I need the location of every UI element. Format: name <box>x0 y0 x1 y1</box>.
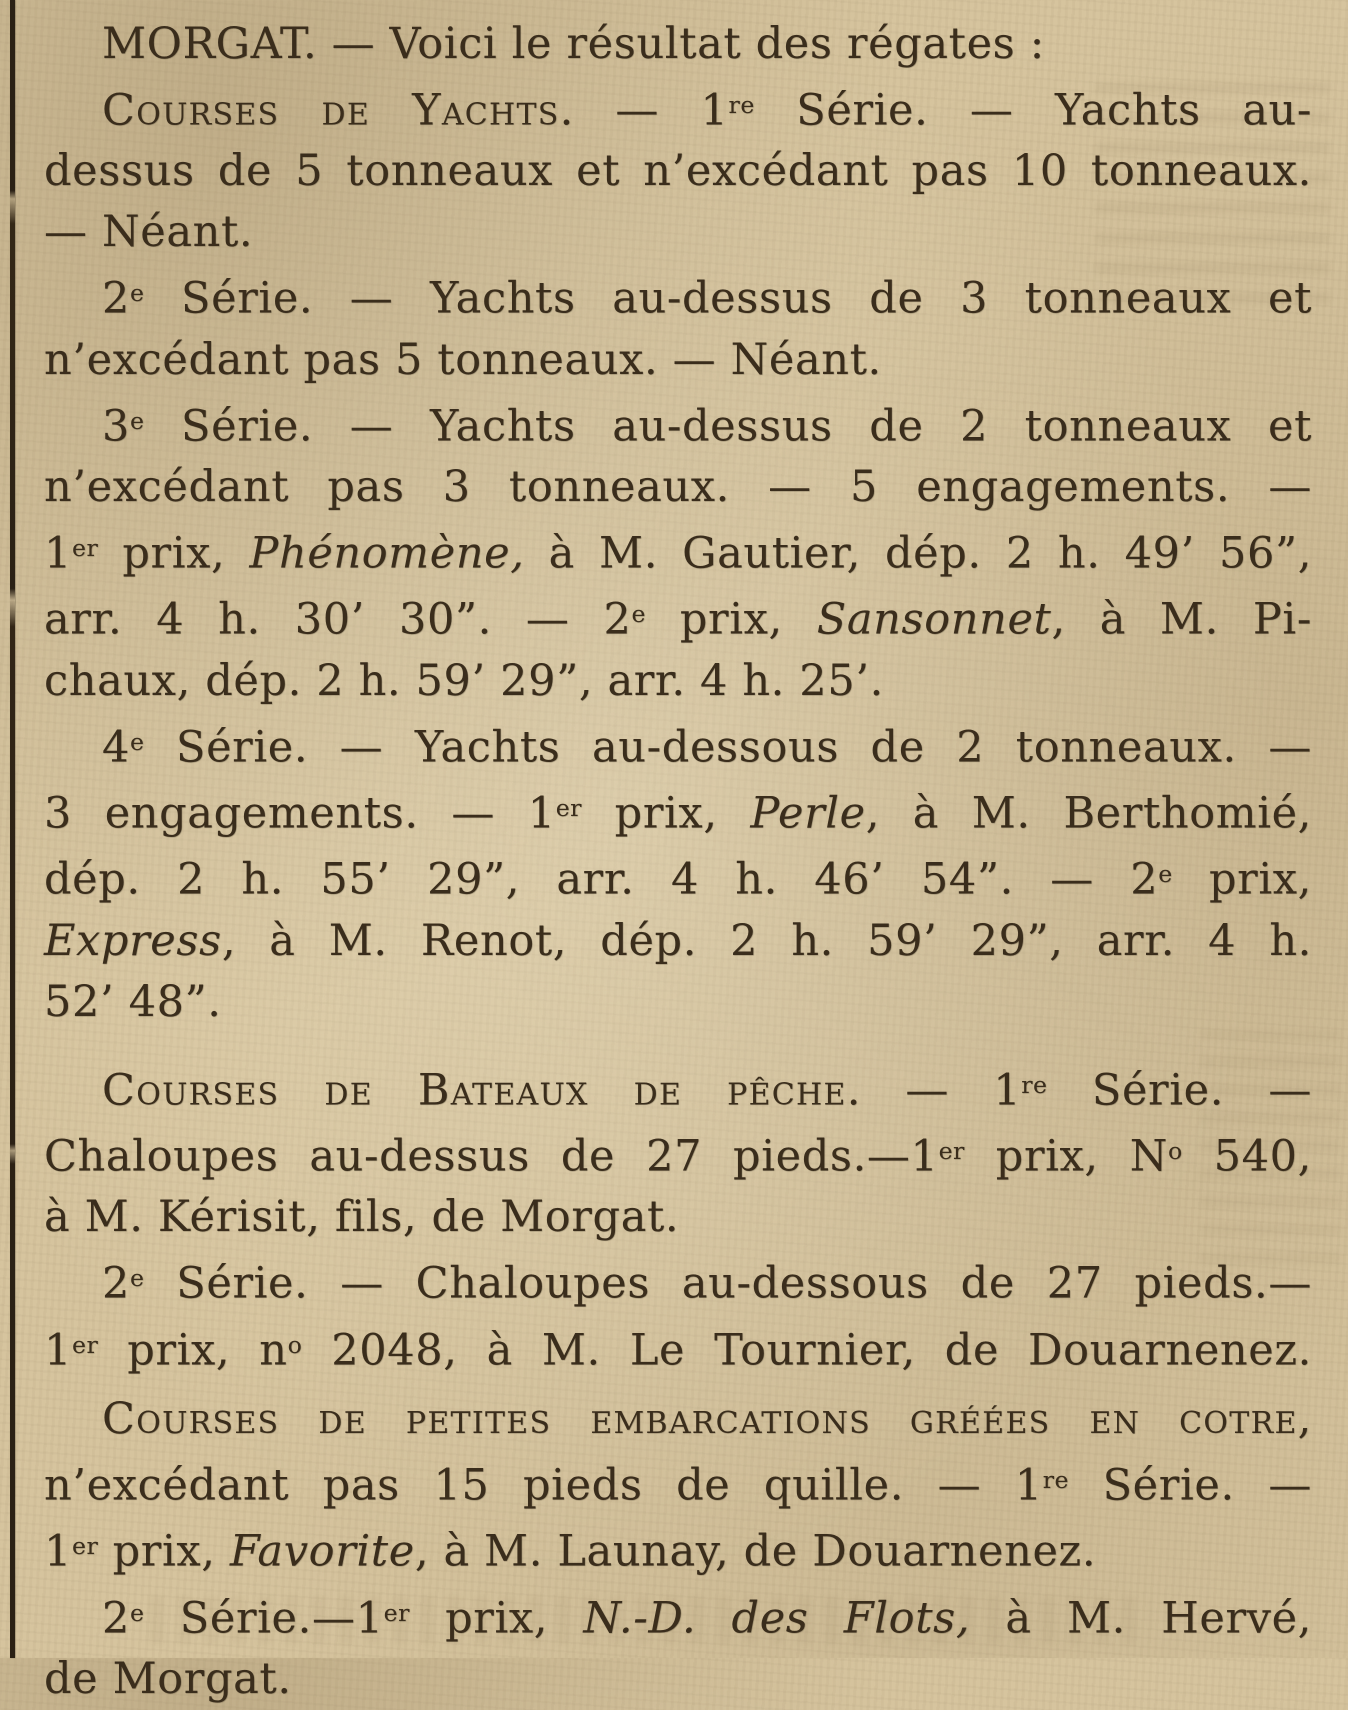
text-line <box>44 1315 1312 1381</box>
text-run: 540, <box>1182 1131 1312 1182</box>
text-run: 2 <box>102 1593 131 1644</box>
text-run: n’excédant pas 15 pieds de quille. — 1 <box>44 1460 1043 1511</box>
vessel-name: N.-D. des Flots, <box>583 1593 971 1644</box>
text-line <box>44 1649 1312 1710</box>
text-line <box>44 1248 1312 1314</box>
text-run: chaux, dép. 2 h. 59’ 29”, arr. 4 h. 25’. <box>44 655 884 706</box>
text-run: , à M. Renot, dép. 2 h. 59’ 29”, arr. 4 h. <box>221 915 1312 966</box>
text-run: dép. 2 h. 55’ 29”, arr. 4 h. 46’ 54”. — 2 <box>44 854 1159 905</box>
text-line <box>44 712 1312 778</box>
text-line <box>44 911 1312 972</box>
text-line <box>44 1121 1312 1187</box>
ordinal-suffix: e <box>130 406 145 435</box>
text-run: MORGAT. — Voici le résultat des régates : <box>102 19 1045 69</box>
text-line <box>44 330 1312 391</box>
ordinal-suffix: er <box>72 534 99 563</box>
ordinal-suffix: re <box>1042 1466 1070 1495</box>
text-run: Chaloupes au-dessus de 27 pieds.—1 <box>44 1131 939 1182</box>
text-run: 1 <box>44 1325 73 1376</box>
text-run: n’excédant pas 3 tonneaux. — 5 engagements. — <box>44 462 1312 513</box>
vessel-name: Sansonnet <box>816 594 1052 645</box>
text-run: , à M. Pi- <box>1051 594 1313 645</box>
text-run: 1 <box>44 528 73 579</box>
text-run: Série. — Chaloupes au-dessous de 27 pieds.— <box>144 1258 1312 1309</box>
vessel-name: Express <box>44 915 222 966</box>
text-line <box>44 141 1312 202</box>
section-heading: Courses de Bateaux de pêche <box>102 1065 847 1116</box>
text-line <box>44 202 1312 263</box>
text-line <box>44 972 1312 1033</box>
text-line <box>44 14 1312 75</box>
text-run: 52’ 48”. <box>44 976 222 1027</box>
ordinal-suffix: er <box>555 794 582 823</box>
text-run: Série. — Yachts au-dessus de 2 tonneaux et <box>144 401 1312 452</box>
vessel-name: Favorite <box>229 1526 415 1577</box>
text-line <box>44 391 1312 457</box>
text-run: prix, <box>645 594 817 645</box>
text-run: 1 <box>44 1526 73 1577</box>
ordinal-suffix: o <box>1167 1137 1183 1166</box>
text-run: prix, <box>409 1593 584 1644</box>
text-run: Série.—1 <box>144 1593 384 1644</box>
text-line <box>44 1187 1312 1248</box>
text-run: 2 <box>102 273 131 324</box>
text-line <box>44 844 1312 910</box>
text-line <box>44 1516 1312 1582</box>
ordinal-suffix: er <box>383 1598 410 1627</box>
text-line <box>44 1055 1312 1121</box>
ordinal-suffix: e <box>130 1598 145 1627</box>
ordinal-suffix: re <box>1021 1070 1048 1099</box>
ordinal-suffix: e <box>1158 860 1173 889</box>
text-run: de Morgat. <box>44 1654 292 1705</box>
text-run: , à M. Launay, de Douarnenez. <box>414 1526 1097 1577</box>
ordinal-suffix: e <box>631 600 646 629</box>
text-run: Série. — Yachts au-dessous de 2 tonneaux. — <box>144 722 1312 773</box>
text-run: . — 1 <box>559 85 729 136</box>
text-line <box>44 1389 1312 1450</box>
text-run: prix, <box>98 528 250 579</box>
text-line <box>44 1450 1312 1516</box>
text-run: à M. Hervé, <box>970 1593 1312 1644</box>
text-run: Série. — Yachts au- <box>754 85 1312 136</box>
text-line <box>44 457 1312 518</box>
ordinal-suffix: er <box>72 1330 99 1359</box>
text-run: 2 <box>102 1258 131 1309</box>
ordinal-suffix: e <box>130 1264 145 1293</box>
text-run: prix, n <box>98 1325 288 1376</box>
ordinal-suffix: e <box>130 727 145 756</box>
text-run: arr. 4 h. 30’ 30”. — 2 <box>44 594 632 645</box>
text-run: prix, <box>581 788 751 839</box>
text-line <box>44 263 1312 329</box>
text-run: 3 <box>102 401 131 452</box>
text-run: prix, <box>1172 854 1312 905</box>
vessel-name: Perle <box>750 788 866 839</box>
vessel-name: Phénomène, <box>249 528 525 579</box>
text-line <box>44 778 1312 844</box>
text-line <box>44 651 1312 712</box>
text-run: , <box>1297 1394 1312 1445</box>
ordinal-suffix: re <box>728 91 755 119</box>
text-run: prix, <box>98 1526 230 1577</box>
ordinal-suffix: er <box>938 1137 965 1166</box>
text-line <box>44 1583 1312 1649</box>
text-run: 3 engagements. — 1 <box>44 788 556 839</box>
ordinal-suffix: o <box>287 1330 303 1359</box>
text-run: 4 <box>102 722 131 773</box>
text-run: Série. — Yachts au-dessus de 3 tonneaux et <box>144 273 1312 324</box>
text-line <box>44 518 1312 584</box>
text-run: Série. — <box>1047 1065 1312 1116</box>
ordinal-suffix: e <box>130 279 145 308</box>
text-run: à M. Gautier, dép. 2 h. 49’ 56”, <box>524 528 1313 579</box>
text-line <box>44 75 1312 141</box>
text-run: à M. Kérisit, fils, de Morgat. <box>44 1192 680 1243</box>
text-run: Série. — <box>1069 1460 1312 1511</box>
section-heading: Courses de petites embarcations gréées en cotre <box>102 1394 1298 1445</box>
ordinal-suffix: er <box>72 1532 99 1561</box>
text-run: 2048, à M. Le Tournier, de Douarnenez. <box>302 1325 1312 1376</box>
article-column <box>44 14 1312 1710</box>
text-run: prix, N <box>964 1131 1168 1182</box>
section-heading: Courses de Yachts <box>102 85 560 136</box>
text-run: dessus de 5 tonneaux et n’excédant pas 10 tonneaux. <box>44 146 1312 197</box>
text-run: , à M. Berthomié, <box>865 788 1312 839</box>
text-run: n’excédant pas 5 tonneaux. — Néant. <box>44 334 882 385</box>
text-run: . — 1 <box>846 1065 1022 1116</box>
text-line <box>44 584 1312 650</box>
column-rule-divider <box>10 0 15 1658</box>
text-run: — Néant. <box>44 207 254 258</box>
